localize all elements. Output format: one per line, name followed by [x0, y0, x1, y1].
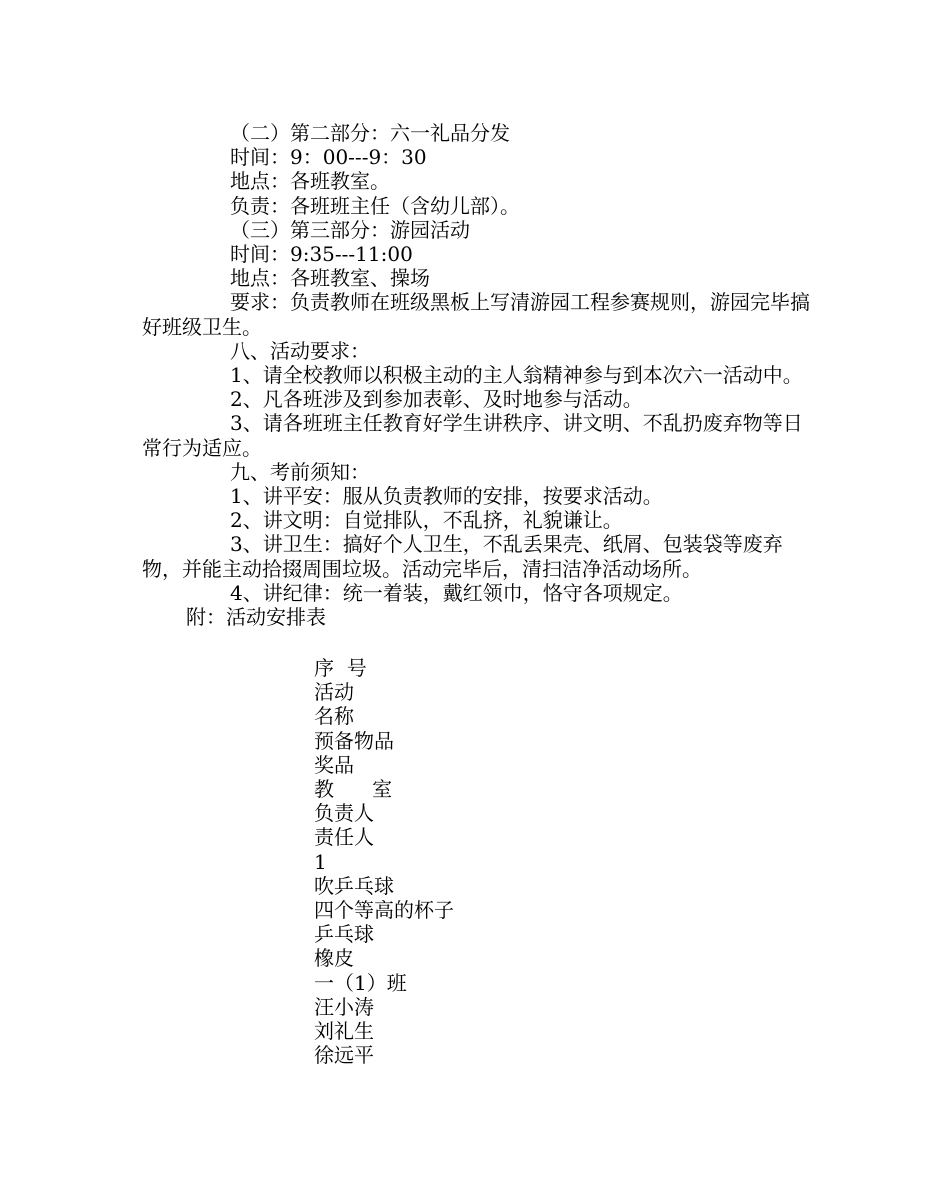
gift-location: 地点：各班教室。 [230, 169, 390, 194]
table-cell: 名称 [314, 704, 354, 729]
table-cell: 乒乓球 [314, 922, 374, 947]
table-cell: 奖品 [314, 752, 354, 777]
table-cell: 四个等高的杯子 [314, 898, 454, 923]
table-cell: 1 [314, 849, 327, 874]
table-cell: 序 号 [314, 656, 367, 680]
appendix-title: 附：活动安排表 [186, 605, 326, 630]
garden-time: 时间：9:35---11:00 [230, 242, 413, 267]
requirement-item-2: 2、凡各班涉及到参加表彰、及时地参与活动。 [230, 387, 643, 412]
notice-item-3: 3、讲卫生：搞好个人卫生，不乱丢果壳、纸屑、包装袋等废弃物，并能主动拾掇周围垃圾。活动完毕后，清扫洁净活动场所。 [142, 532, 783, 581]
table-cell: 活动 [314, 680, 354, 705]
table-cell: 橡皮 [314, 946, 354, 971]
section-heading-requirements: 八、活动要求： [230, 338, 370, 363]
section-heading-garden: （三）第三部分：游园活动 [230, 217, 470, 242]
section-heading-gift: （二）第二部分：六一礼品分发 [230, 121, 510, 145]
notice-item-4: 4、讲纪律：统一着装，戴红领巾，恪守各项规定。 [230, 580, 683, 605]
document-body [142, 121, 810, 629]
table-cell: 负责人 [314, 801, 374, 826]
notice-item-2: 2、讲文明：自觉排队，不乱挤，礼貌谦让。 [230, 508, 623, 533]
requirement-item-3: 3、请各班班主任教育好学生讲秩序、讲文明、不乱扔废弃物等日常行为适应。 [142, 411, 803, 460]
table-cell: 预备物品 [314, 728, 394, 753]
garden-location: 地点：各班教室、操场 [230, 266, 430, 291]
gift-responsible: 负责：各班班主任（含幼儿部）。 [230, 193, 520, 218]
table-cell: 刘礼生 [314, 1019, 374, 1044]
table-cell: 教 室 [314, 777, 393, 802]
table-cell: 徐远平 [314, 1043, 374, 1068]
schedule-table [314, 656, 714, 1067]
table-cell: 一（1）班 [314, 970, 407, 995]
notice-item-1: 1、讲平安：服从负责教师的安排，按要求活动。 [230, 484, 663, 509]
garden-requirement: 要求：负责教师在班级黑板上写清游园工程参赛规则，游园完毕搞好班级卫生。 [142, 290, 810, 339]
gift-time: 时间：9：00---9：30 [230, 145, 427, 170]
table-cell: 吹乒乓球 [314, 873, 394, 898]
table-cell: 责任人 [314, 825, 374, 850]
table-cell: 汪小涛 [314, 994, 374, 1019]
requirement-item-1: 1、请全校教师以积极主动的主人翁精神参与到本次六一活动中。 [230, 363, 803, 388]
section-heading-notice: 九、考前须知： [230, 459, 370, 484]
